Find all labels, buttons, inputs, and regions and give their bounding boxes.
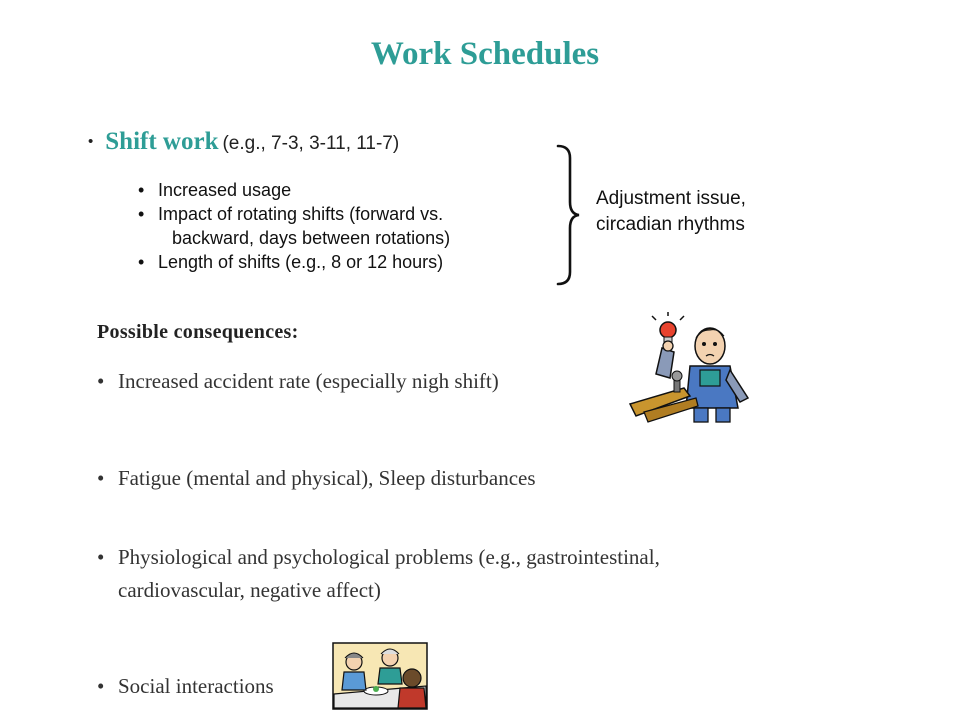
shift-work-sub-list: [138, 178, 450, 274]
dinner-people-clipart-icon: [332, 642, 428, 710]
adjustment-line-2: circadian rhythms: [596, 214, 745, 235]
list-item: • Impact of rotating shifts (forward vs.: [138, 204, 444, 224]
consequence-item: • Social interactions: [97, 674, 274, 698]
consequence-item-continuation: cardiovascular, negative affect): [118, 578, 381, 602]
consequence-item: • Increased accident rate (especially nigh shift): [97, 369, 499, 393]
adjustment-line-1: Adjustment issue,: [596, 188, 746, 209]
worker-idea-clipart-icon: [626, 312, 756, 427]
consequence-item: • Physiological and psychological problems (e.g., gastrointestinal,: [97, 545, 660, 569]
brace-icon: [555, 144, 585, 286]
list-item: • Increased usage: [138, 180, 292, 200]
possible-consequences-heading: Possible consequences:: [97, 321, 299, 343]
bullet: •: [88, 133, 94, 150]
shift-work-example: (e.g., 7-3, 3-11, 11-7): [222, 133, 400, 154]
shift-work-line: [88, 128, 399, 156]
shift-work-heading: Shift work: [105, 128, 219, 155]
list-item-continuation: backward, days between rotations): [172, 228, 451, 248]
consequence-item: • Fatigue (mental and physical), Sleep disturbances: [97, 466, 536, 490]
adjustment-note: [596, 186, 746, 238]
slide-title: Work Schedules: [370, 36, 600, 72]
list-item: • Length of shifts (e.g., 8 or 12 hours): [138, 252, 444, 272]
